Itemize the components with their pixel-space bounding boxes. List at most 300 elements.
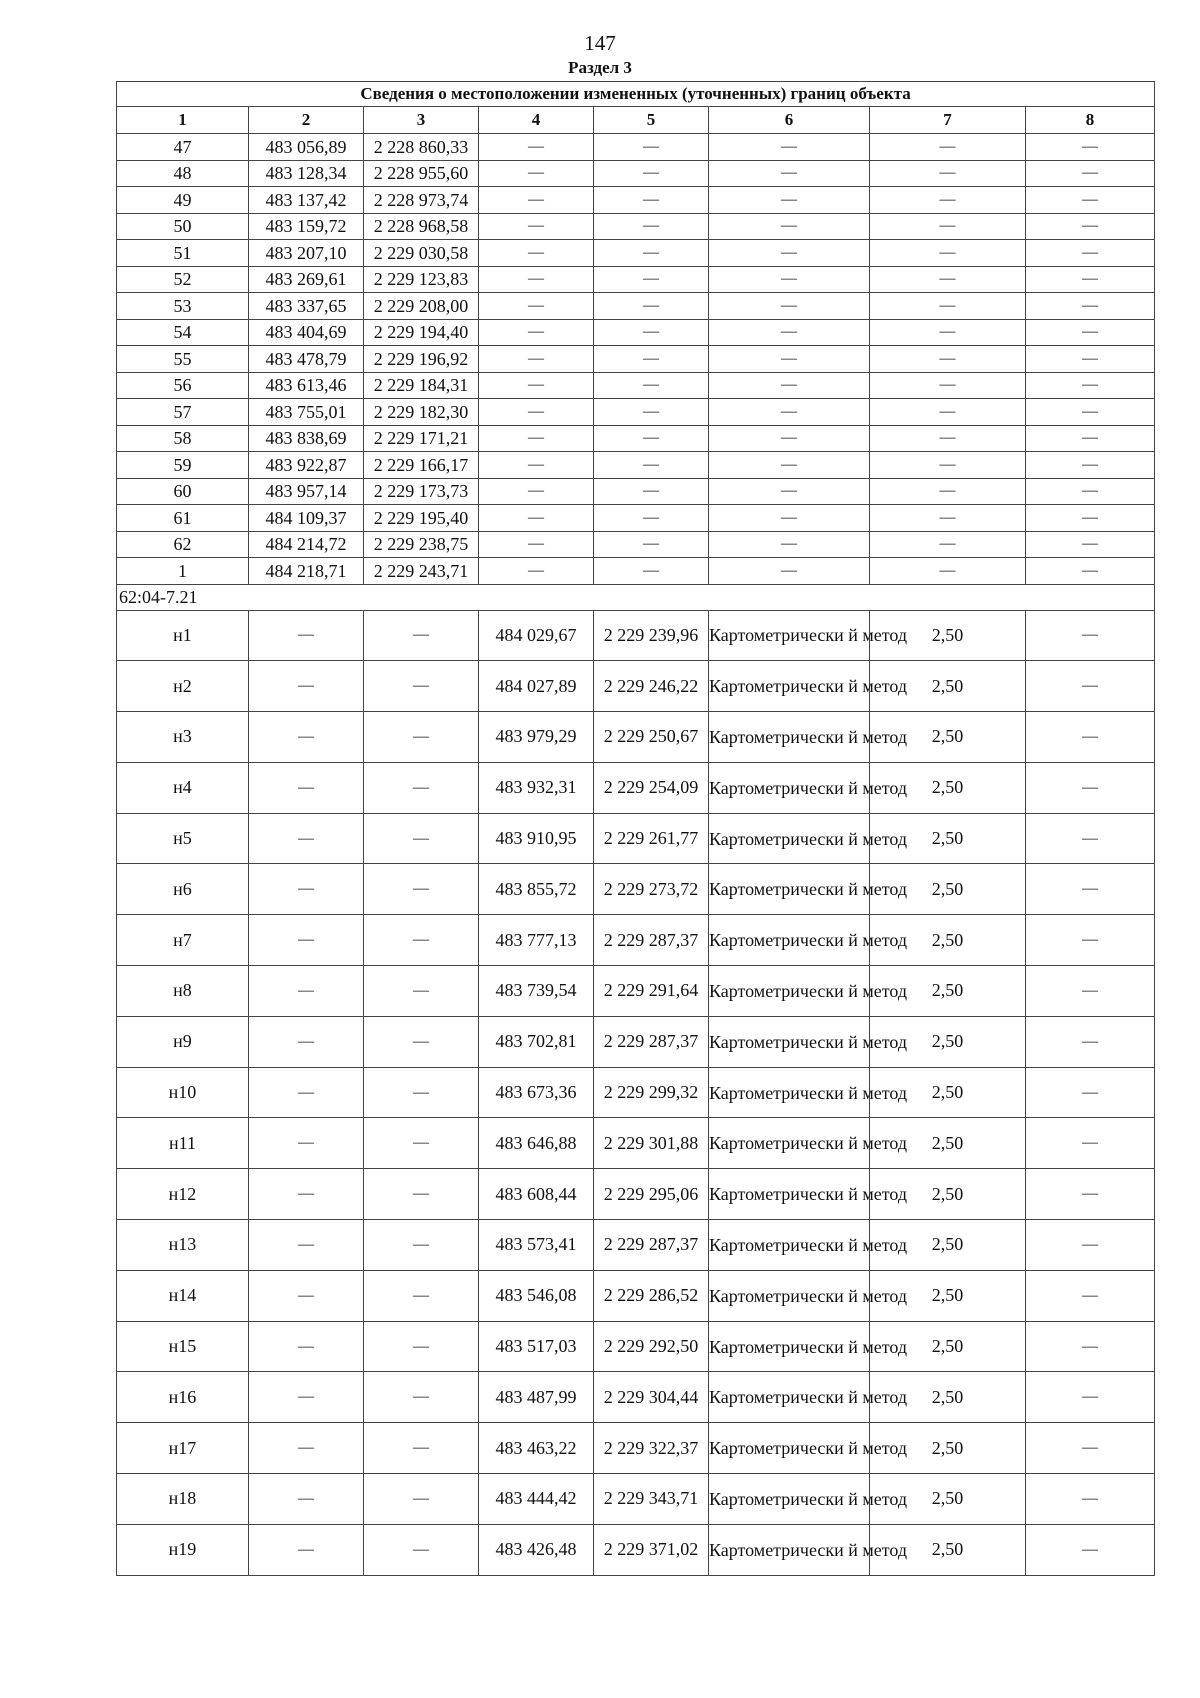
point-number-cell: н12: [117, 1169, 249, 1220]
x-new-cell: —: [479, 425, 594, 452]
x-new-cell: 483 463,22: [479, 1423, 594, 1474]
x-old-cell: —: [249, 1118, 364, 1169]
x-old-cell: —: [249, 1423, 364, 1474]
method-cell: —: [709, 240, 870, 267]
x-new-cell: 483 426,48: [479, 1524, 594, 1575]
y-old-cell: 2 229 195,40: [364, 505, 479, 532]
method-cell: Картометрически й метод: [709, 966, 870, 1017]
method-cell: —: [709, 293, 870, 320]
method-cell: —: [709, 213, 870, 240]
table-row: [117, 213, 1155, 240]
description-cell: —: [1026, 558, 1155, 585]
description-cell: —: [1026, 425, 1155, 452]
column-number-row: [117, 107, 1155, 134]
description-cell: —: [1026, 1524, 1155, 1575]
table-row: [117, 293, 1155, 320]
y-new-cell: 2 229 273,72: [594, 864, 709, 915]
accuracy-cell: —: [870, 399, 1026, 426]
y-new-cell: —: [594, 160, 709, 187]
x-new-cell: 483 702,81: [479, 1016, 594, 1067]
method-cell: —: [709, 319, 870, 346]
y-old-cell: —: [364, 610, 479, 661]
description-cell: —: [1026, 266, 1155, 293]
method-cell: Картометрически й метод: [709, 1372, 870, 1423]
y-old-cell: —: [364, 1423, 479, 1474]
point-number-cell: н6: [117, 864, 249, 915]
accuracy-cell: —: [870, 505, 1026, 532]
accuracy-cell: 2,50: [870, 915, 1026, 966]
description-cell: —: [1026, 1270, 1155, 1321]
x-new-cell: 483 546,08: [479, 1270, 594, 1321]
point-number-cell: 51: [117, 240, 249, 267]
table-body: [117, 134, 1155, 1576]
description-cell: —: [1026, 505, 1155, 532]
point-number-cell: н11: [117, 1118, 249, 1169]
table-row: [117, 399, 1155, 426]
x-old-cell: 483 056,89: [249, 134, 364, 161]
x-new-cell: 483 979,29: [479, 712, 594, 763]
point-number-cell: 53: [117, 293, 249, 320]
method-cell: Картометрически й метод: [709, 661, 870, 712]
y-old-cell: —: [364, 762, 479, 813]
method-cell: Картометрически й метод: [709, 1220, 870, 1271]
y-new-cell: 2 229 239,96: [594, 610, 709, 661]
point-number-cell: 47: [117, 134, 249, 161]
y-new-cell: —: [594, 266, 709, 293]
x-new-cell: —: [479, 213, 594, 240]
table-row: [117, 187, 1155, 214]
accuracy-cell: —: [870, 452, 1026, 479]
point-number-cell: 62: [117, 531, 249, 558]
table-row: [117, 1474, 1155, 1525]
description-cell: —: [1026, 1220, 1155, 1271]
method-cell: —: [709, 134, 870, 161]
accuracy-cell: 2,50: [870, 813, 1026, 864]
accuracy-cell: 2,50: [870, 1321, 1026, 1372]
accuracy-cell: 2,50: [870, 1423, 1026, 1474]
y-new-cell: —: [594, 134, 709, 161]
point-number-cell: н4: [117, 762, 249, 813]
block-label-cell: 62:04-7.21: [117, 584, 1155, 610]
y-old-cell: 2 229 196,92: [364, 346, 479, 373]
y-new-cell: 2 229 292,50: [594, 1321, 709, 1372]
x-old-cell: —: [249, 661, 364, 712]
accuracy-cell: 2,50: [870, 1474, 1026, 1525]
y-new-cell: —: [594, 425, 709, 452]
description-cell: —: [1026, 372, 1155, 399]
table-row: [117, 762, 1155, 813]
point-number-cell: н3: [117, 712, 249, 763]
x-old-cell: —: [249, 1524, 364, 1575]
point-number-cell: 48: [117, 160, 249, 187]
table-row: [117, 1220, 1155, 1271]
table-row: [117, 1321, 1155, 1372]
y-old-cell: 2 229 194,40: [364, 319, 479, 346]
column-number: 7: [870, 107, 1026, 134]
x-old-cell: —: [249, 1016, 364, 1067]
description-cell: —: [1026, 1474, 1155, 1525]
point-number-cell: н9: [117, 1016, 249, 1067]
accuracy-cell: —: [870, 293, 1026, 320]
column-number: 8: [1026, 107, 1155, 134]
accuracy-cell: 2,50: [870, 1169, 1026, 1220]
x-new-cell: —: [479, 531, 594, 558]
x-new-cell: 483 517,03: [479, 1321, 594, 1372]
y-new-cell: —: [594, 478, 709, 505]
x-old-cell: 483 269,61: [249, 266, 364, 293]
y-new-cell: 2 229 371,02: [594, 1524, 709, 1575]
method-cell: Картометрически й метод: [709, 915, 870, 966]
section-title: Раздел 3: [568, 58, 632, 77]
y-new-cell: —: [594, 452, 709, 479]
y-new-cell: —: [594, 240, 709, 267]
y-old-cell: 2 229 182,30: [364, 399, 479, 426]
point-number-cell: н13: [117, 1220, 249, 1271]
y-new-cell: 2 229 254,09: [594, 762, 709, 813]
method-cell: —: [709, 452, 870, 479]
y-new-cell: 2 229 343,71: [594, 1474, 709, 1525]
x-new-cell: —: [479, 399, 594, 426]
table-row: [117, 584, 1155, 610]
y-new-cell: 2 229 287,37: [594, 1016, 709, 1067]
accuracy-cell: —: [870, 319, 1026, 346]
accuracy-cell: —: [870, 346, 1026, 373]
description-cell: —: [1026, 1067, 1155, 1118]
description-cell: —: [1026, 187, 1155, 214]
x-old-cell: —: [249, 1067, 364, 1118]
description-cell: —: [1026, 1118, 1155, 1169]
y-old-cell: —: [364, 1270, 479, 1321]
x-old-cell: —: [249, 915, 364, 966]
method-cell: Картометрически й метод: [709, 1524, 870, 1575]
y-old-cell: —: [364, 966, 479, 1017]
y-old-cell: 2 229 030,58: [364, 240, 479, 267]
table-row: [117, 966, 1155, 1017]
x-new-cell: —: [479, 293, 594, 320]
method-cell: —: [709, 531, 870, 558]
x-old-cell: —: [249, 1220, 364, 1271]
point-number-cell: н1: [117, 610, 249, 661]
accuracy-cell: 2,50: [870, 966, 1026, 1017]
x-new-cell: 484 027,89: [479, 661, 594, 712]
table-row: [117, 610, 1155, 661]
table-row: [117, 1067, 1155, 1118]
accuracy-cell: 2,50: [870, 1118, 1026, 1169]
y-new-cell: —: [594, 346, 709, 373]
method-cell: —: [709, 425, 870, 452]
accuracy-cell: 2,50: [870, 610, 1026, 661]
x-new-cell: —: [479, 240, 594, 267]
point-number-cell: 58: [117, 425, 249, 452]
description-cell: —: [1026, 712, 1155, 763]
method-cell: Картометрически й метод: [709, 813, 870, 864]
y-old-cell: 2 228 968,58: [364, 213, 479, 240]
table-row: [117, 346, 1155, 373]
x-new-cell: 483 646,88: [479, 1118, 594, 1169]
accuracy-cell: —: [870, 160, 1026, 187]
table-caption: Сведения о местоположении измененных (уточненных) границ объекта: [117, 82, 1155, 107]
method-cell: Картометрически й метод: [709, 1321, 870, 1372]
x-old-cell: —: [249, 1321, 364, 1372]
y-new-cell: 2 229 286,52: [594, 1270, 709, 1321]
x-new-cell: 483 739,54: [479, 966, 594, 1017]
method-cell: Картометрически й метод: [709, 712, 870, 763]
column-number: 3: [364, 107, 479, 134]
x-new-cell: 483 573,41: [479, 1220, 594, 1271]
point-number-cell: 59: [117, 452, 249, 479]
y-old-cell: —: [364, 1220, 479, 1271]
x-new-cell: —: [479, 505, 594, 532]
accuracy-cell: 2,50: [870, 1270, 1026, 1321]
y-old-cell: —: [364, 813, 479, 864]
y-old-cell: —: [364, 712, 479, 763]
accuracy-cell: 2,50: [870, 762, 1026, 813]
x-new-cell: 483 673,36: [479, 1067, 594, 1118]
y-new-cell: —: [594, 531, 709, 558]
point-number-cell: 52: [117, 266, 249, 293]
point-number-cell: н14: [117, 1270, 249, 1321]
method-cell: Картометрически й метод: [709, 864, 870, 915]
accuracy-cell: 2,50: [870, 1372, 1026, 1423]
column-number: 5: [594, 107, 709, 134]
x-new-cell: 483 608,44: [479, 1169, 594, 1220]
x-old-cell: —: [249, 864, 364, 915]
description-cell: —: [1026, 1372, 1155, 1423]
x-old-cell: 483 404,69: [249, 319, 364, 346]
description-cell: —: [1026, 966, 1155, 1017]
x-new-cell: 483 910,95: [479, 813, 594, 864]
table-row: [117, 1423, 1155, 1474]
point-number-cell: н19: [117, 1524, 249, 1575]
description-cell: —: [1026, 864, 1155, 915]
x-new-cell: —: [479, 478, 594, 505]
table-row: [117, 712, 1155, 763]
y-old-cell: 2 229 238,75: [364, 531, 479, 558]
table-row: [117, 240, 1155, 267]
y-new-cell: 2 229 299,32: [594, 1067, 709, 1118]
x-old-cell: 484 214,72: [249, 531, 364, 558]
boundary-table: [116, 81, 1155, 1576]
point-number-cell: н10: [117, 1067, 249, 1118]
description-cell: —: [1026, 1423, 1155, 1474]
description-cell: —: [1026, 813, 1155, 864]
y-old-cell: —: [364, 661, 479, 712]
table-row: [117, 478, 1155, 505]
method-cell: —: [709, 478, 870, 505]
description-cell: —: [1026, 762, 1155, 813]
point-number-cell: н17: [117, 1423, 249, 1474]
x-old-cell: —: [249, 1169, 364, 1220]
table-row: [117, 558, 1155, 585]
method-cell: Картометрически й метод: [709, 1423, 870, 1474]
x-new-cell: —: [479, 266, 594, 293]
method-cell: Картометрически й метод: [709, 762, 870, 813]
y-old-cell: 2 229 184,31: [364, 372, 479, 399]
x-new-cell: 483 777,13: [479, 915, 594, 966]
x-old-cell: 483 922,87: [249, 452, 364, 479]
description-cell: —: [1026, 661, 1155, 712]
description-cell: —: [1026, 399, 1155, 426]
x-old-cell: —: [249, 610, 364, 661]
x-new-cell: 484 029,67: [479, 610, 594, 661]
point-number-cell: 1: [117, 558, 249, 585]
y-new-cell: —: [594, 213, 709, 240]
table-row: [117, 266, 1155, 293]
x-new-cell: —: [479, 452, 594, 479]
x-new-cell: 483 855,72: [479, 864, 594, 915]
y-new-cell: —: [594, 293, 709, 320]
table-row: [117, 1372, 1155, 1423]
point-number-cell: 49: [117, 187, 249, 214]
accuracy-cell: —: [870, 240, 1026, 267]
x-old-cell: 483 337,65: [249, 293, 364, 320]
description-cell: —: [1026, 213, 1155, 240]
page-number: 147: [584, 31, 616, 55]
point-number-cell: 60: [117, 478, 249, 505]
method-cell: Картометрически й метод: [709, 1169, 870, 1220]
x-old-cell: —: [249, 1372, 364, 1423]
table-row: [117, 813, 1155, 864]
point-number-cell: н16: [117, 1372, 249, 1423]
x-old-cell: —: [249, 762, 364, 813]
method-cell: —: [709, 558, 870, 585]
x-new-cell: —: [479, 187, 594, 214]
y-old-cell: —: [364, 1474, 479, 1525]
table-row: [117, 134, 1155, 161]
y-new-cell: 2 229 287,37: [594, 915, 709, 966]
description-cell: —: [1026, 531, 1155, 558]
y-old-cell: 2 229 173,73: [364, 478, 479, 505]
y-old-cell: —: [364, 1524, 479, 1575]
method-cell: —: [709, 160, 870, 187]
accuracy-cell: 2,50: [870, 864, 1026, 915]
y-new-cell: 2 229 301,88: [594, 1118, 709, 1169]
x-old-cell: 483 478,79: [249, 346, 364, 373]
y-old-cell: 2 229 208,00: [364, 293, 479, 320]
accuracy-cell: —: [870, 531, 1026, 558]
x-new-cell: —: [479, 372, 594, 399]
y-old-cell: 2 229 171,21: [364, 425, 479, 452]
method-cell: —: [709, 372, 870, 399]
description-cell: —: [1026, 452, 1155, 479]
accuracy-cell: 2,50: [870, 712, 1026, 763]
point-number-cell: н7: [117, 915, 249, 966]
description-cell: —: [1026, 1016, 1155, 1067]
accuracy-cell: 2,50: [870, 1524, 1026, 1575]
y-new-cell: 2 229 322,37: [594, 1423, 709, 1474]
table-row: [117, 1524, 1155, 1575]
table-row: [117, 661, 1155, 712]
accuracy-cell: 2,50: [870, 1220, 1026, 1271]
y-new-cell: 2 229 250,67: [594, 712, 709, 763]
table-row: [117, 531, 1155, 558]
y-old-cell: —: [364, 915, 479, 966]
point-number-cell: н18: [117, 1474, 249, 1525]
x-new-cell: 483 444,42: [479, 1474, 594, 1525]
x-old-cell: 484 109,37: [249, 505, 364, 532]
x-new-cell: —: [479, 558, 594, 585]
y-new-cell: 2 229 295,06: [594, 1169, 709, 1220]
description-cell: —: [1026, 478, 1155, 505]
y-new-cell: 2 229 246,22: [594, 661, 709, 712]
table-row: [117, 864, 1155, 915]
y-new-cell: —: [594, 505, 709, 532]
table-row: [117, 1118, 1155, 1169]
table-row: [117, 372, 1155, 399]
point-number-cell: 54: [117, 319, 249, 346]
y-old-cell: 2 229 166,17: [364, 452, 479, 479]
y-new-cell: —: [594, 558, 709, 585]
method-cell: Картометрически й метод: [709, 610, 870, 661]
point-number-cell: н15: [117, 1321, 249, 1372]
x-old-cell: 483 957,14: [249, 478, 364, 505]
x-old-cell: 483 207,10: [249, 240, 364, 267]
description-cell: —: [1026, 1169, 1155, 1220]
table-row: [117, 425, 1155, 452]
x-new-cell: —: [479, 134, 594, 161]
column-number: 6: [709, 107, 870, 134]
accuracy-cell: —: [870, 187, 1026, 214]
accuracy-cell: —: [870, 213, 1026, 240]
method-cell: Картометрически й метод: [709, 1067, 870, 1118]
method-cell: —: [709, 399, 870, 426]
table-row: [117, 1016, 1155, 1067]
point-number-cell: 61: [117, 505, 249, 532]
y-old-cell: —: [364, 1067, 479, 1118]
x-old-cell: 483 755,01: [249, 399, 364, 426]
accuracy-cell: —: [870, 425, 1026, 452]
method-cell: —: [709, 266, 870, 293]
method-cell: Картометрически й метод: [709, 1016, 870, 1067]
x-old-cell: 483 159,72: [249, 213, 364, 240]
y-old-cell: —: [364, 1169, 479, 1220]
point-number-cell: н2: [117, 661, 249, 712]
method-cell: —: [709, 346, 870, 373]
y-old-cell: —: [364, 1372, 479, 1423]
y-new-cell: —: [594, 319, 709, 346]
method-cell: Картометрически й метод: [709, 1474, 870, 1525]
x-new-cell: 483 932,31: [479, 762, 594, 813]
x-old-cell: —: [249, 813, 364, 864]
y-new-cell: 2 229 304,44: [594, 1372, 709, 1423]
accuracy-cell: —: [870, 134, 1026, 161]
table-row: [117, 1169, 1155, 1220]
x-new-cell: 483 487,99: [479, 1372, 594, 1423]
y-old-cell: —: [364, 1118, 479, 1169]
y-old-cell: 2 228 973,74: [364, 187, 479, 214]
y-new-cell: 2 229 291,64: [594, 966, 709, 1017]
method-cell: Картометрически й метод: [709, 1270, 870, 1321]
x-old-cell: 483 137,42: [249, 187, 364, 214]
y-old-cell: 2 228 860,33: [364, 134, 479, 161]
table-row: [117, 160, 1155, 187]
x-old-cell: —: [249, 1474, 364, 1525]
y-new-cell: 2 229 287,37: [594, 1220, 709, 1271]
description-cell: —: [1026, 134, 1155, 161]
y-new-cell: —: [594, 187, 709, 214]
x-old-cell: 483 613,46: [249, 372, 364, 399]
point-number-cell: 57: [117, 399, 249, 426]
table-row: [117, 505, 1155, 532]
y-new-cell: —: [594, 399, 709, 426]
y-new-cell: 2 229 261,77: [594, 813, 709, 864]
column-number: 4: [479, 107, 594, 134]
x-new-cell: —: [479, 319, 594, 346]
description-cell: —: [1026, 293, 1155, 320]
y-old-cell: —: [364, 1321, 479, 1372]
x-new-cell: —: [479, 346, 594, 373]
x-old-cell: —: [249, 966, 364, 1017]
